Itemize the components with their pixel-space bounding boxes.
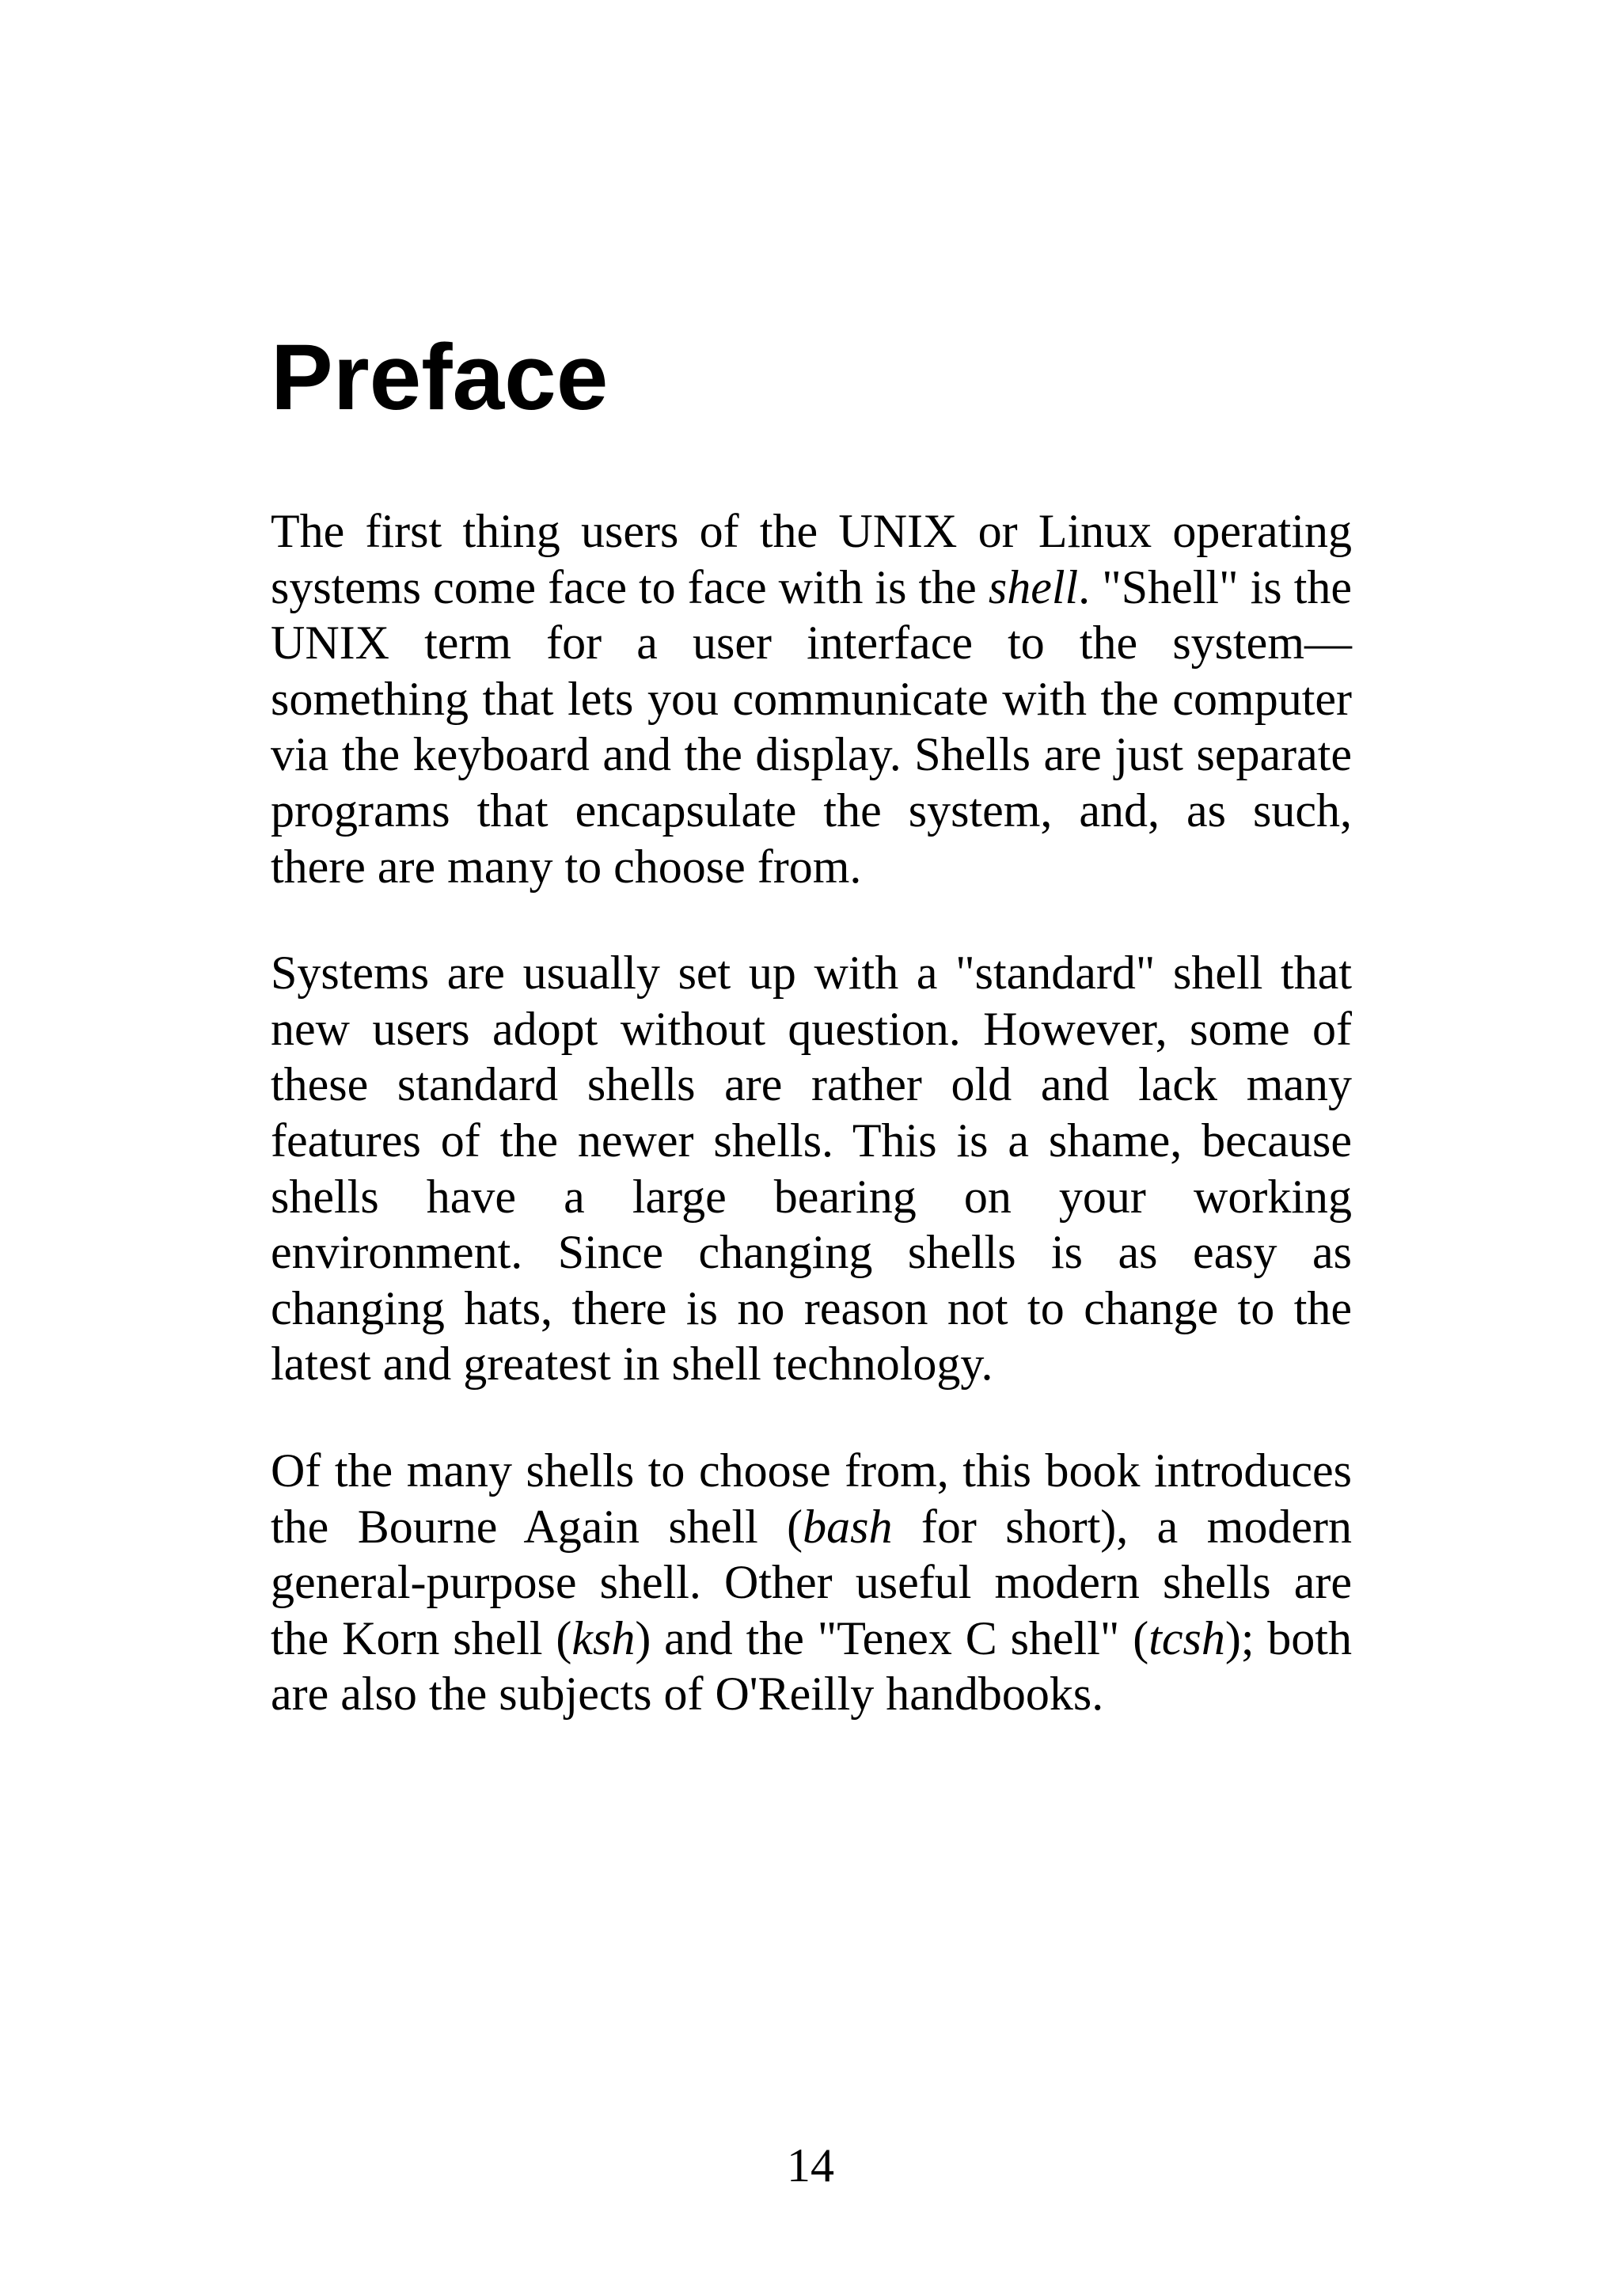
paragraph-1-text-2: . "Shell" is the UNIX term for a user interface to the system—something that lets you communicate with the computer via the keyboard and the display. Shells are just separate programs that encapsulate the system, and, as such, there are many to choose from. [271, 560, 1352, 893]
paragraph-3-italic-ksh: ksh [571, 1611, 636, 1664]
paragraph-3-text-1: Of the many shells to choose from, this book introduces the Bourne Again shell ( [271, 1444, 1352, 1553]
paragraph-1-italic-shell: shell [988, 560, 1079, 613]
paragraph-2 [271, 945, 1352, 1392]
paragraph-3 [271, 1443, 1352, 1722]
paragraph-2-text-1: Systems are usually set up with a "standard" shell that new users adopt without question. However, some of these standard shells are rather old and lack many features of the newer shells. This is a shame, because shells have a large bearing on your working environment. Since changing shells is as easy as changing hats, there is no reason not to change to the latest and greatest in shell technology. [271, 947, 1352, 1391]
paragraph-3-italic-bash: bash [803, 1500, 893, 1553]
page-number: 14 [787, 2139, 834, 2192]
paragraph-1 [271, 503, 1352, 894]
paragraph-1-text-1: The first thing users of the UNIX or Linux operating systems come face to face with is the [271, 505, 1352, 613]
paragraph-3-italic-tcsh: tcsh [1148, 1611, 1225, 1664]
body-text [271, 503, 1352, 1722]
paragraph-3-text-4: ); both are also the subjects of O'Reilly handbooks. [271, 1611, 1352, 1721]
paragraph-3-text-2: for short), a modern general-purpose shell. Other useful modern shells are the Korn shell ( [271, 1500, 1352, 1664]
paragraph-3-text-3: ) and the "Tenex C shell" ( [635, 1611, 1149, 1664]
page-title: Preface [271, 325, 609, 430]
